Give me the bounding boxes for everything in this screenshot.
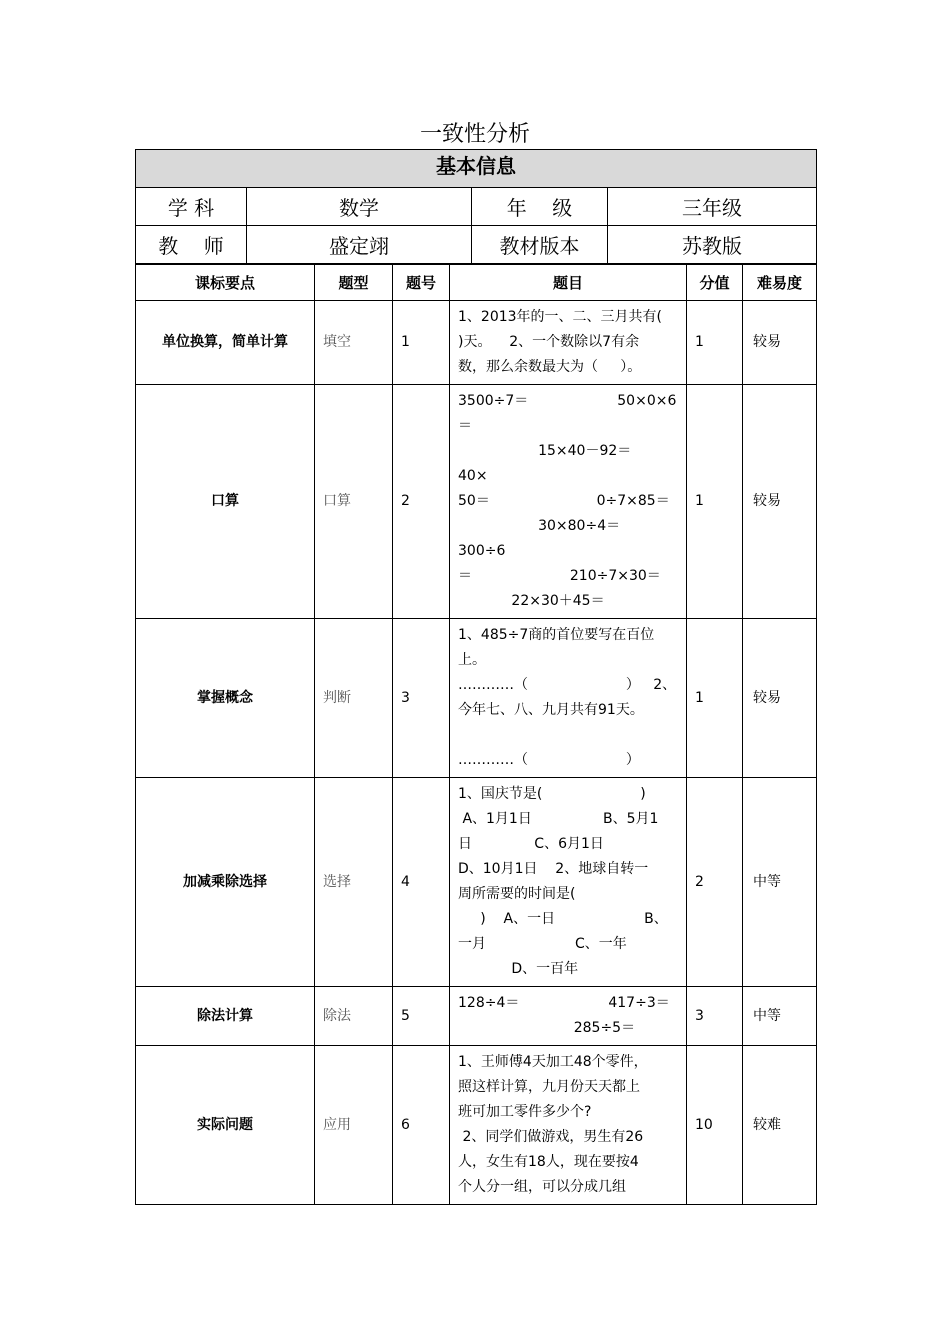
question-number-cell: 1 xyxy=(393,301,450,385)
question-line: D、一百年 xyxy=(458,961,579,977)
question-number-cell: 5 xyxy=(393,987,450,1046)
question-line: 照这样计算，九月份天天都上 xyxy=(458,1079,640,1095)
question-line: 上。 xyxy=(458,652,486,668)
key-point-cell: 实际问题 xyxy=(136,1046,315,1205)
question-type-cell: 除法 xyxy=(315,987,393,1046)
question-line: 班可加工零件多少个? xyxy=(458,1104,592,1120)
question-number-cell: 4 xyxy=(393,778,450,987)
score-cell: 3 xyxy=(687,987,743,1046)
table-row xyxy=(136,301,817,385)
question-line: 1、2013年的一、二、三月共有( xyxy=(458,309,662,325)
header-cell: 题型 xyxy=(315,265,393,301)
question-line: ＝ 210÷7×30＝ xyxy=(458,568,661,584)
edition-value: 苏教版 xyxy=(608,226,817,264)
difficulty-cell: 中等 xyxy=(743,778,817,987)
difficulty-cell: 较难 xyxy=(743,1046,817,1205)
header-row xyxy=(136,265,817,301)
grade-label: 年 级 xyxy=(472,188,608,226)
question-line: 周所需要的时间是( xyxy=(458,886,576,902)
question-line: 3500÷7＝ 50×0×6＝ xyxy=(458,393,677,434)
question-line: 15×40－92＝ 40× xyxy=(458,443,658,484)
table-row xyxy=(136,619,817,778)
subject-value: 数学 xyxy=(247,188,472,226)
table-row xyxy=(136,385,817,619)
teacher-value: 盛定翊 xyxy=(247,226,472,264)
question-line: ) A、一日 B、 xyxy=(458,911,668,927)
basic-info-banner: 基本信息 xyxy=(136,150,817,188)
question-line xyxy=(458,723,678,748)
header-cell: 题目 xyxy=(450,265,687,301)
question-line: )天。 2、一个数除以7有余 xyxy=(458,334,640,350)
header-cell: 课标要点 xyxy=(136,265,315,301)
table-row xyxy=(136,778,817,987)
basic-info-table xyxy=(135,149,817,264)
question-line: 人，女生有18人，现在要按4 xyxy=(458,1154,639,1170)
score-cell: 10 xyxy=(687,1046,743,1205)
question-line: 22×30＋45＝ xyxy=(458,593,605,609)
question-line: 30×80÷4＝ 300÷6 xyxy=(458,518,643,559)
question-type-cell: 口算 xyxy=(315,385,393,619)
difficulty-cell: 较易 xyxy=(743,301,817,385)
key-point-cell: 除法计算 xyxy=(136,987,315,1046)
header-cell: 题号 xyxy=(393,265,450,301)
question-line: …………（ ） 2、 xyxy=(458,677,677,693)
question-line: 2、同学们做游戏，男生有26 xyxy=(458,1129,644,1145)
document-title: 一致性分析 xyxy=(419,122,530,147)
key-point-cell: 加减乘除选择 xyxy=(136,778,315,987)
edition-label: 教材版本 xyxy=(472,226,608,264)
header-cell: 分值 xyxy=(687,265,743,301)
analysis-table xyxy=(135,264,817,1205)
question-line: 日 C、6月1日 xyxy=(458,836,604,852)
question-type-cell: 选择 xyxy=(315,778,393,987)
question-line: 128÷4＝ 417÷3＝ xyxy=(458,995,670,1011)
question-type-cell: 判断 xyxy=(315,619,393,778)
question-number-cell: 6 xyxy=(393,1046,450,1205)
difficulty-cell: 较易 xyxy=(743,385,817,619)
question-line: 1、王师傅4天加工48个零件， xyxy=(458,1054,648,1070)
question-line: 1、485÷7商的首位要写在百位 xyxy=(458,627,655,643)
question-line: 50＝ 0÷7×85＝ xyxy=(458,493,670,509)
question-line: A、1月1日 B、5月1 xyxy=(458,811,659,827)
table-row xyxy=(136,987,817,1046)
key-point-cell: 掌握概念 xyxy=(136,619,315,778)
question-number-cell: 3 xyxy=(393,619,450,778)
key-point-cell: 单位换算，简单计算 xyxy=(136,301,315,385)
key-point-cell: 口算 xyxy=(136,385,315,619)
score-cell: 1 xyxy=(687,619,743,778)
score-cell: 1 xyxy=(687,301,743,385)
question-line: 285÷5＝ xyxy=(458,1020,636,1036)
question-cell xyxy=(450,987,687,1046)
question-cell xyxy=(450,619,687,778)
question-cell xyxy=(450,1046,687,1205)
question-type-cell: 填空 xyxy=(315,301,393,385)
question-cell xyxy=(450,301,687,385)
question-number-cell: 2 xyxy=(393,385,450,619)
score-cell: 1 xyxy=(687,385,743,619)
subject-label: 学 科 xyxy=(136,188,247,226)
question-cell xyxy=(450,385,687,619)
difficulty-cell: 中等 xyxy=(743,987,817,1046)
question-line: 个人分一组，可以分成几组 xyxy=(458,1179,626,1195)
question-type-cell: 应用 xyxy=(315,1046,393,1205)
difficulty-cell: 较易 xyxy=(743,619,817,778)
table-row xyxy=(136,1046,817,1205)
question-line: …………（ ） xyxy=(458,752,640,768)
score-cell: 2 xyxy=(687,778,743,987)
question-line: 数，那么余数最大为（ ）。 xyxy=(458,359,642,375)
teacher-label: 教 师 xyxy=(136,226,247,264)
header-cell: 难易度 xyxy=(743,265,817,301)
grade-value: 三年级 xyxy=(608,188,817,226)
question-line: D、10月1日 2、地球自转一 xyxy=(458,861,649,877)
question-line: 1、国庆节是( ) xyxy=(458,786,646,802)
question-line: 今年七、八、九月共有91天。 xyxy=(458,702,644,718)
question-line: 一月 C、一年 xyxy=(458,936,627,952)
question-cell xyxy=(450,778,687,987)
